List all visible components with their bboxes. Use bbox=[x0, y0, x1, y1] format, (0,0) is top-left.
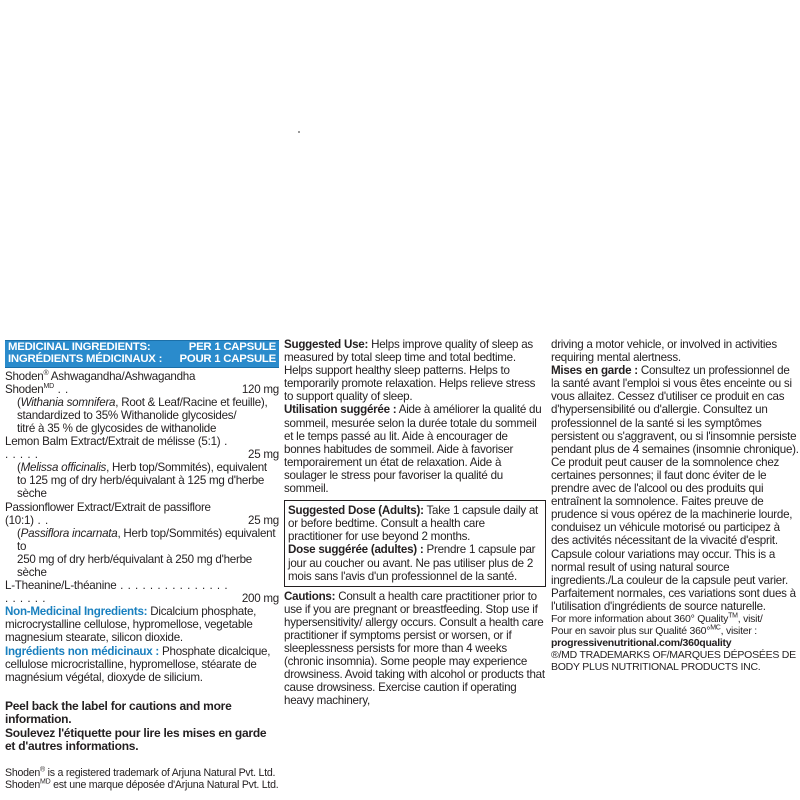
suggested-use-en-label: Suggested Use: bbox=[284, 338, 369, 351]
ingredient-amount: 25 mg bbox=[248, 513, 279, 527]
ingredient-source: , Herb top/Sommités) equivalent to bbox=[17, 526, 276, 553]
mc-mark: MC bbox=[710, 624, 721, 632]
ingredient-passionflower: Passionflower Extract/Extrait de passiflore (10:1) . . 25 mg (Passiflora incarnata, Herb top/Sommités) equivalent to 250 mg of dry herb/équivalant à 250 mg d'herbe sèche bbox=[5, 500, 279, 579]
more-info bbox=[551, 613, 799, 673]
header-left-en: MEDICINAL INGREDIENTS: bbox=[8, 341, 151, 353]
cautions-fr-text: Consultez un professionnel de la santé avant l'emploi si vous êtes enceinte ou si vous allaitez. Cessez d'utiliser ce produit en cas d'hypersensibilité ou d'allergie. Consultez un professionnel de la santé si les symptômes persistent ou s'aggravent, ou si l'insomnie persiste pendant plus de 4 semaines (insomnie chronique). Ce produit peut causer de la somnolence chez certaines personnes; il faut donc éviter de le prendre avec de l'alcool ou des produits qui entraînent la somnolence. Faites preuve de prudence si vous opérez de la machinerie lourde, conduisez un véhicule motorisé ou participez à des activités nécessitant de la vivacité d'esprit. bbox=[551, 364, 799, 548]
ingredient-source: , Herb top/Sommités), equivalent bbox=[106, 461, 267, 475]
quality-url: progressivenutritional.com/360quality bbox=[551, 636, 732, 649]
leader-dots: . . . . . . . . . . . . . . . . . . . . . bbox=[5, 579, 229, 606]
ingredient-theanine bbox=[5, 579, 279, 605]
latin-name: Passiflora incarnata bbox=[20, 526, 118, 540]
ingredient-equivalence: to 125 mg of dry herb/équivalant à 125 mg d'herbe sèche bbox=[17, 474, 265, 501]
ingredient-equivalence: 250 mg of dry herb/équivalant à 250 mg d'herbe sèche bbox=[17, 552, 252, 579]
cautions-en-continued: driving a motor vehicle, or involved in activities requiring mental alertness. bbox=[551, 338, 777, 365]
tm-en-text: is a registered trademark of Arjuna Natural Pvt. Ltd. bbox=[44, 766, 276, 779]
colour-variation-note: Capsule colour variations may occur. This is a normal result of using natural source ingredients./La couleur de la capsule peut varier. Parfaitement normales, ces variations sont dues à l'utilisation d'ingrédients de source naturelle. bbox=[551, 547, 796, 613]
ingredient-name: Shoden bbox=[5, 369, 44, 383]
ingredient-amount: 25 mg bbox=[248, 448, 279, 462]
suggested-use-fr bbox=[284, 403, 546, 495]
leader-dots: . . bbox=[53, 382, 69, 396]
trademarks-notice: ®/MD TRADEMARKS OF/MARQUES DÉPOSÉES DE BODY PLUS NUTRITIONAL PRODUCTS INC. bbox=[551, 648, 796, 673]
ingredient-shoden: Shoden® Ashwagandha/Ashwagandha Shoden$^{MD}$ . . 120 mg (Withania somnifera, Root & Leaf/Racine et feuille), standardized to 35% Withanolide glycosides/ titré à 35 % de glycosides de withanolide bbox=[5, 369, 279, 435]
ingredient-standardization-fr: titré à 35 % de glycosides de withanolide bbox=[17, 421, 217, 435]
ingredients-column bbox=[5, 340, 279, 791]
non-medicinal-en-text: Dicalcium phosphate, microcrystalline cellulose, hypromellose, vegetable magnesium stearate, silicon dioxide. bbox=[5, 605, 257, 645]
cautions-fr bbox=[551, 364, 799, 547]
ingredient-amount: 200 mg bbox=[241, 592, 279, 606]
md-mark: MD bbox=[40, 778, 51, 786]
peel-back-en: Peel back the label for cautions and more information. bbox=[5, 698, 232, 727]
header-right-fr: POUR 1 CAPSULE bbox=[179, 352, 276, 365]
ingredient-source: , Root & Leaf/Racine et feuille), bbox=[115, 395, 268, 409]
md-mark: MD bbox=[43, 382, 54, 390]
non-medicinal-en bbox=[5, 605, 279, 644]
dose-en-text: Take 1 capsule daily at or before bedtime. Consult a health care practitioner for use beyond 2 months. bbox=[288, 504, 539, 544]
dose-fr-label: Dose suggérée (adultes) : bbox=[288, 543, 424, 557]
directions-column bbox=[284, 338, 546, 708]
leader-dots: . . bbox=[33, 513, 49, 527]
latin-name: Melissa officinalis bbox=[20, 461, 107, 475]
dose-en-label: Suggested Dose (Adults): bbox=[288, 504, 424, 518]
peel-back-fr: Soulevez l'étiquette pour lire les mises en garde et d'autres informations. bbox=[5, 725, 267, 754]
registered-mark: ® bbox=[43, 369, 49, 377]
cautions-en-label: Cautions: bbox=[284, 589, 336, 603]
suggested-use-fr-label: Utilisation suggérée : bbox=[284, 403, 397, 417]
tm-mark: TM bbox=[728, 612, 738, 620]
tm-fr-brand: Shoden bbox=[5, 779, 41, 792]
non-medicinal-fr bbox=[5, 645, 279, 684]
tm-en-brand: Shoden bbox=[5, 766, 41, 779]
suggested-use-fr-text: Aide à améliorer la qualité du sommeil, mesurée selon la durée totale du sommeil et le temps passé au lit. Aide à encourager de bonnes habitudes de sommeil. Aide à favoriser temporairement un état de relaxation. Aide à soulager le stress pour favoriser la qualité du sommeil. bbox=[284, 403, 542, 496]
more-info-en: For more information about 360° Quality bbox=[551, 612, 729, 625]
non-medicinal-en-label: Non-Medicinal Ingredients: bbox=[5, 605, 148, 619]
registered-mark: ® bbox=[40, 766, 45, 774]
dose-en bbox=[288, 504, 541, 543]
more-info-fr: Pour en savoir plus sur Qualité 360° bbox=[551, 624, 711, 637]
ingredient-name: L-Theanine/L-théanine bbox=[5, 579, 117, 593]
ingredient-lemon-balm: Lemon Balm Extract/Extrait de mélisse (5:1) . . . . . . 25 mg (Melissa officinalis, Herb top/Sommités), equivalent to 125 mg of dry herb/équivalant à 125 mg d'herbe sèche bbox=[5, 435, 279, 501]
dose-fr bbox=[288, 543, 541, 582]
ingredient-name: Passionflower Extract/Extrait de passiflore (10:1) bbox=[5, 500, 211, 527]
suggested-use-en-text: Helps improve quality of sleep as measured by total sleep time and total bedtime. Helps support healthy sleep patterns. Helps to temporarily promote relaxation. Helps relieve stress to support quality of sleep. bbox=[284, 338, 536, 404]
peel-back-notice bbox=[5, 700, 279, 754]
more-info-en-end: , visit/ bbox=[737, 612, 763, 625]
header-left-fr: INGRÉDIENTS MÉDICINAUX : bbox=[8, 352, 163, 365]
leader-dots: . . . . . . bbox=[5, 435, 228, 462]
cautions-fr-label: Mises en garde : bbox=[551, 364, 638, 378]
latin-name: Withania somnifera bbox=[20, 395, 116, 409]
ingredient-standardization: standardized to 35% Withanolide glycosides/ bbox=[17, 408, 237, 422]
non-medicinal-fr-text: Phosphate dicalcique, cellulose microcristalline, hypromellose, stéarate de magnésium végétal, dioxyde de silicium. bbox=[5, 644, 271, 684]
dose-fr-text: Prendre 1 capsule par jour au coucher ou avant. Ne pas utiliser plus de 2 mois sans l'avis d'un professionnel de la santé. bbox=[288, 543, 536, 583]
ingredient-name-rest: Ashwagandha/Ashwagandha Shoden bbox=[5, 369, 196, 396]
ingredient-amount: 120 mg bbox=[241, 382, 279, 396]
suggested-use-en bbox=[284, 338, 546, 403]
tm-fr-text: est une marque déposée d'Arjuna Natural Pvt. Ltd. bbox=[50, 779, 279, 792]
more-info-fr-end: , visiter : bbox=[720, 624, 757, 637]
cautions-column bbox=[551, 338, 799, 673]
non-medicinal-fr-label: Ingrédients non médicinaux : bbox=[5, 644, 160, 658]
cautions-en bbox=[284, 590, 546, 708]
stray-dot bbox=[298, 131, 300, 133]
cautions-en-text: Consult a health care practitioner prior to use if you are pregnant or breastfeeding. Stop use if hypersensitivity/ allergy occurs. Consult a health care practitioner if symptoms persist or worsen, or if sleeplessness persists for more than 4 weeks (chronic insomnia). Some people may experience drowsiness. Avoid taking with alcohol or products that cause drowsiness. Exercise caution if operating heavy machinery, bbox=[284, 589, 545, 708]
ingredient-name: Lemon Balm Extract/Extrait de mélisse (5:1) bbox=[5, 435, 221, 449]
dose-box bbox=[284, 500, 546, 587]
header-right-en: PER 1 CAPSULE bbox=[188, 341, 276, 353]
shoden-trademark bbox=[5, 767, 279, 792]
ingredients-header bbox=[5, 340, 279, 368]
